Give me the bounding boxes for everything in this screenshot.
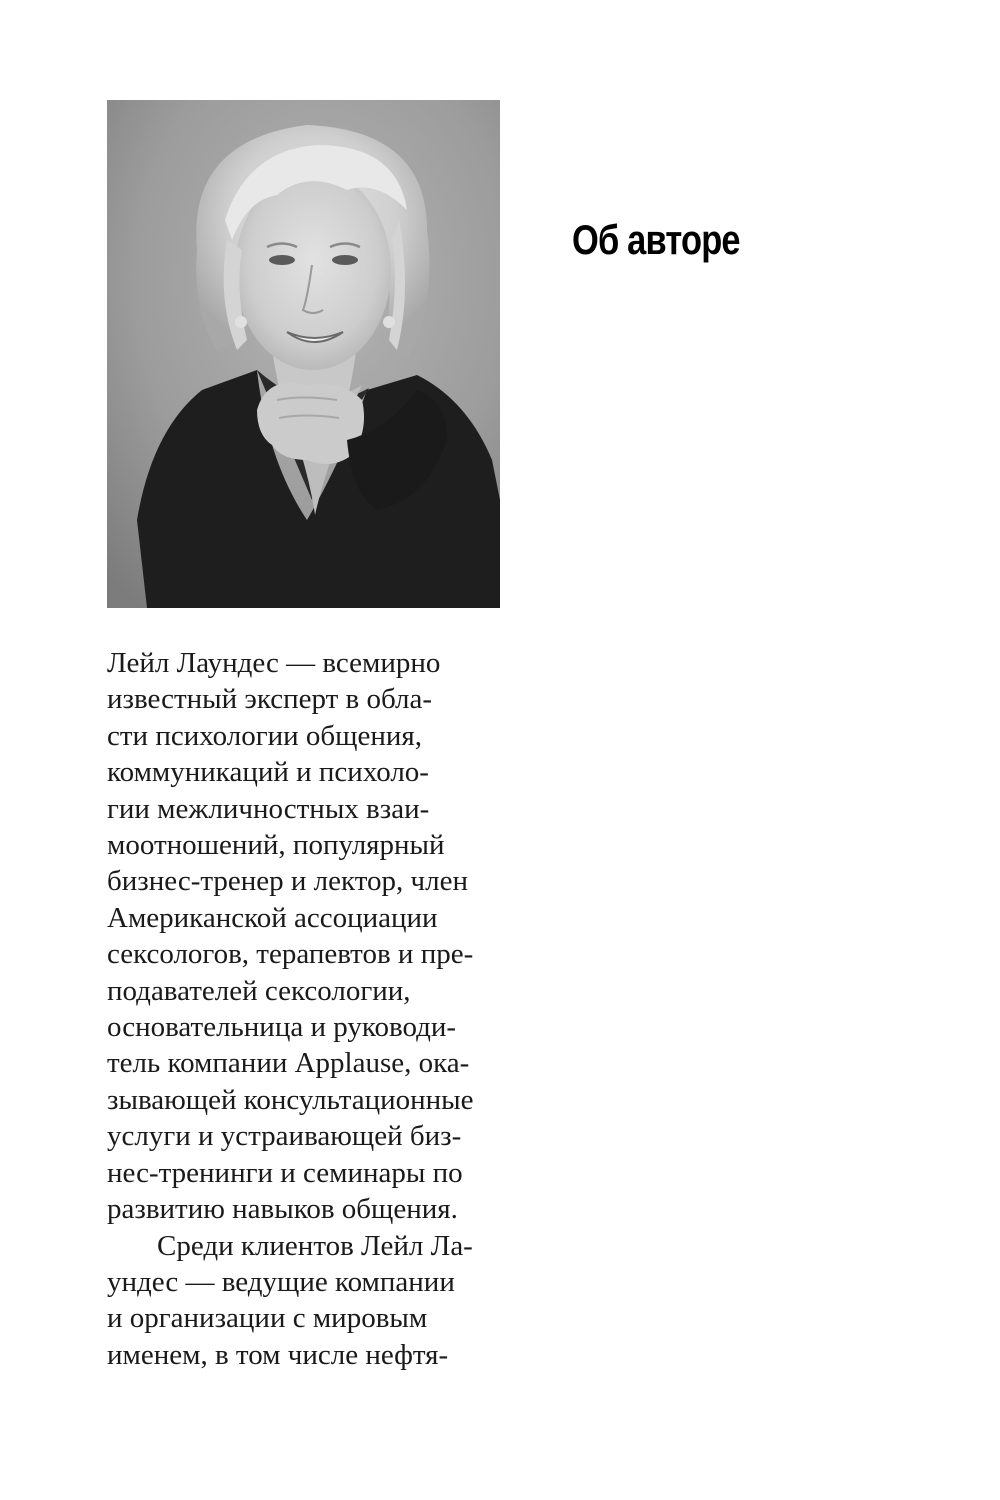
text-line: Американской ассоциации	[107, 901, 438, 934]
text-line: услуги и устраивающей биз-	[107, 1120, 462, 1153]
text-line: моотношений, популярный	[107, 829, 445, 862]
text-line: Среди клиентов Лейл Ла-	[157, 1229, 473, 1262]
text-line: коммуникаций и психоло-	[107, 756, 429, 789]
bio-paragraph-2	[107, 1228, 507, 1374]
author-bio	[107, 645, 507, 1373]
author-portrait-photo-icon	[107, 100, 500, 608]
text-line: гии межличностных взаи-	[107, 792, 430, 825]
text-line: и организации с мировым	[107, 1302, 428, 1335]
text-line: подавателей сексологии,	[107, 974, 411, 1007]
section-title: Об авторе	[572, 216, 740, 263]
text-line: известный эксперт в обла-	[107, 683, 433, 716]
author-portrait	[107, 100, 500, 608]
text-line: ундес — ведущие компании	[107, 1265, 455, 1298]
text-line: развитию навыков общения.	[107, 1193, 458, 1226]
text-line: сти психологии общения,	[107, 719, 422, 752]
text-line: нес-тренинги и семинары по	[107, 1156, 463, 1189]
text-line: именем, в том числе нефтя-	[107, 1338, 449, 1371]
bio-paragraph-1	[107, 645, 507, 1228]
text-line: зывающей консультационные	[107, 1083, 474, 1116]
text-line: основательница и руководи-	[107, 1011, 457, 1044]
text-line: сексологов, терапевтов и пре-	[107, 938, 474, 971]
text-line: бизнес-тренер и лектор, член	[107, 865, 468, 898]
text-line: тель компании Applause, ока-	[107, 1047, 470, 1080]
text-line: Лейл Лаундес — всемирно	[107, 647, 441, 679]
